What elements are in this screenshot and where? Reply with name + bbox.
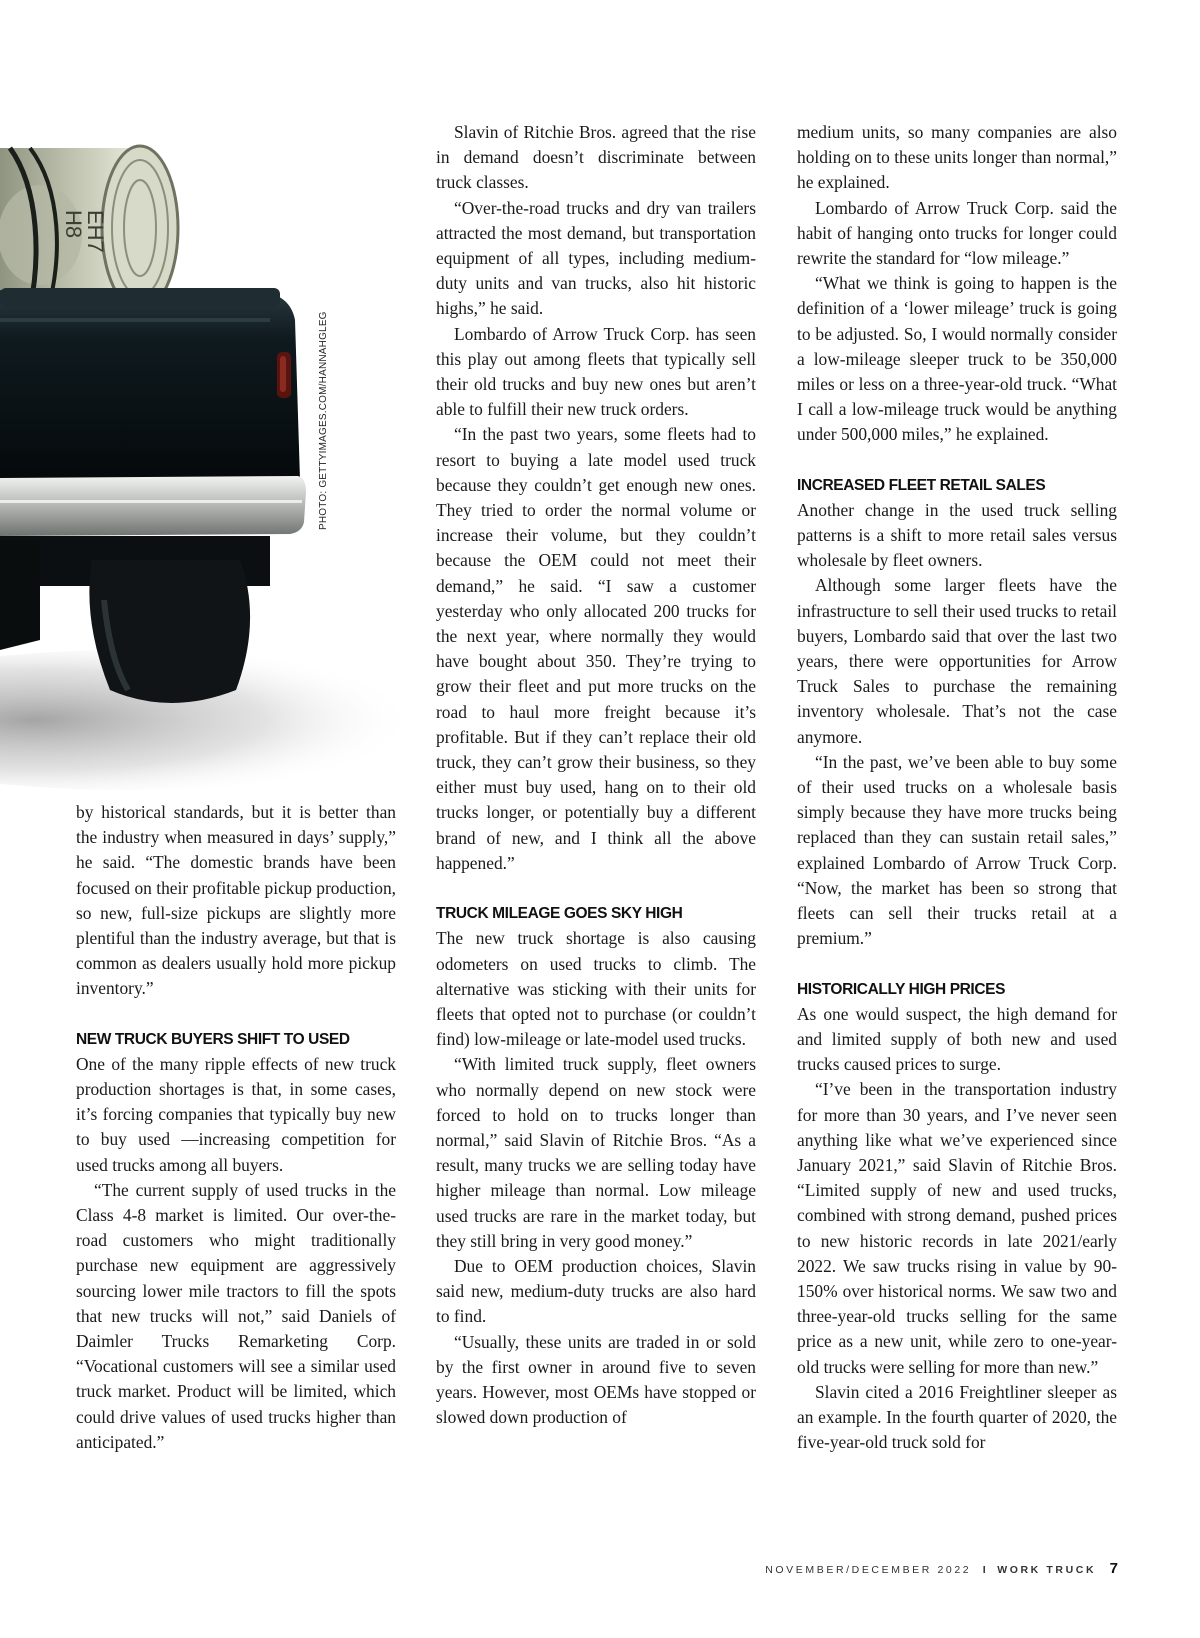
footer-separator: I bbox=[982, 1564, 986, 1576]
article-column-2 bbox=[436, 120, 756, 1430]
svg-text:EH7: EH7 bbox=[83, 210, 108, 253]
col3-paragraph-6: “In the past, we’ve been able to buy some of their used trucks on a wholesale basis simply because they have more trucks being replaced than they can sustain retail sales,” explained Lombardo of Arrow Truck Corp. “Now, the market has been so strong that fleets can sell their trucks retail at a premium.” bbox=[797, 751, 1117, 949]
col3-paragraph-3: “What we think is going to happen is the definition of a ‘lower mileage’ truck is going to be adjusted. So, I would normally consider a low-mileage sleeper truck to be 350,000 miles or less on a three-year-old truck. “What I call a low-mileage truck would be anything under 500,000 miles,” he explained. bbox=[797, 273, 1117, 445]
col1-paragraph-2: One of the many ripple effects of new truck production shortages is that, in some cases, it’s forcing companies that typically buy new to buy used —increasing competition for used trucks among all buyers. bbox=[76, 1053, 396, 1175]
money-roll bbox=[0, 146, 178, 310]
heading-new-truck-buyers: NEW TRUCK BUYERS SHIFT TO USED bbox=[76, 1030, 350, 1048]
col2-paragraph-8: “Usually, these units are traded in or sold by the first owner in around five to seven years. However, most OEMs have stopped or slowed down production of bbox=[436, 1331, 756, 1428]
page-number: 7 bbox=[1109, 1560, 1118, 1577]
heading-truck-mileage: TRUCK MILEAGE GOES SKY HIGH bbox=[436, 905, 683, 923]
truck-illustration bbox=[0, 0, 420, 800]
col2-paragraph-5: The new truck shortage is also causing odometers on used trucks to climb. The alternative was sticking with their units for fleets that opted not to purchase (or couldn’t find) low-mileage or late-model used trucks. bbox=[436, 928, 756, 1050]
col3-paragraph-7: As one would suspect, the high demand for and limited supply of both new and used trucks caused prices to surge. bbox=[797, 1003, 1117, 1075]
col3-paragraph-5: Although some larger fleets have the infrastructure to sell their used trucks to retail buyers, Lombardo said that over the last two years, there were opportunities for Arrow Truck Sales to purchase the remaining inventory wholesale. That’s not the case anymore. bbox=[797, 575, 1117, 747]
col1-paragraph-1: by historical standards, but it is better than the industry when measured in days’ supply,” he said. “The domestic brands have been focused on their profitable pickup production, so new, full-size pickups are slightly more plentiful than the industry average, but that is common as dealers usually hold more pickup inventory.” bbox=[76, 802, 396, 999]
heading-fleet-retail-sales: INCREASED FLEET RETAIL SALES bbox=[797, 476, 1046, 494]
col3-paragraph-9: Slavin cited a 2016 Freightliner sleeper as an example. In the fourth quarter of 2020, the five-year-old truck sold for bbox=[797, 1381, 1117, 1453]
svg-text:H8: H8 bbox=[61, 210, 86, 239]
col1-paragraph-3: “The current supply of used trucks in the Class 4-8 market is limited. Our over-the-road customers who might traditionally purchase new equipment are aggressively sourcing lower mile tractors to fill the spots that new trucks will not,” said Daniels of Daimler Trucks Remarketing Corp. “Vocational customers will see a similar used truck market. Product will be limited, which could drive values of used trucks higher than anticipated.” bbox=[76, 1179, 396, 1452]
col3-paragraph-4: Another change in the used truck selling patterns is a shift to more retail sales versus wholesale by fleet owners. bbox=[797, 499, 1117, 571]
col2-paragraph-3: Lombardo of Arrow Truck Corp. has seen this play out among fleets that typically sell their old trucks and buy new ones but aren’t able to fulfill their new truck orders. bbox=[436, 323, 756, 420]
col3-paragraph-1: medium units, so many companies are also holding on to these units longer than normal,” he explained. bbox=[797, 122, 1117, 193]
col2-paragraph-6: “With limited truck supply, fleet owners who normally depend on new stock were forced to hold on to trucks longer than normal,” said Slavin of Ritchie Bros. “As a result, many trucks we are selling today have higher mileage than normal. Low mileage used trucks are rare in the market today, but they still bring in very good money.” bbox=[436, 1054, 756, 1251]
col2-paragraph-4: “In the past two years, some fleets had to resort to buying a late model used truck because they couldn’t get enough new ones. They tried to order the normal volume or increase their volume, but they couldn’t because the OEM could not meet their demand,” he said. “I saw a customer yesterday who only allocated 200 trucks for the next year, where normally they would have bought about 350. They’re trying to grow their fleet and put more trucks on the road to haul more freight because it’s profitable. But if they can’t replace their old truck, they can’t grow their business, so they either must buy used, hang on to their old trucks longer, or potentially buy a different brand of new, and I think all the above happened.” bbox=[436, 424, 756, 873]
col2-paragraph-7: Due to OEM production choices, Slavin said new, medium-duty trucks are also hard to find. bbox=[436, 1255, 756, 1327]
article-column-3 bbox=[797, 120, 1117, 1455]
page-footer bbox=[765, 1560, 1118, 1577]
issue-date: NOVEMBER/DECEMBER 2022 bbox=[765, 1564, 972, 1576]
truck-photo bbox=[0, 0, 420, 800]
col3-paragraph-8: “I’ve been in the transportation industry for more than 30 years, and I’ve never seen anything like what we’ve experienced since January 2021,” said Slavin of Ritchie Bros. “Limited supply of new and used trucks, combined with strong demand, pushed prices to new historic records in late 2021/early 2022. We saw trucks rising in value by 90-150% over historical norms. We saw two and three-year-old trucks selling for the same price as a new unit, while zero to one-year-old trucks were selling for more than new.” bbox=[797, 1079, 1117, 1377]
heading-historically-high-prices: HISTORICALLY HIGH PRICES bbox=[797, 980, 1006, 998]
photo-credit: PHOTO: GETTYIMAGES.COM/HANNAHGLEG bbox=[318, 311, 329, 530]
truck-body bbox=[0, 288, 306, 703]
col2-paragraph-2: “Over-the-road trucks and dry van trailers attracted the most demand, but transportation equipment of all types, including medium-duty units and van trucks, also hit historic highs,” he said. bbox=[436, 197, 756, 319]
article-column-1 bbox=[76, 800, 396, 1455]
col3-paragraph-2: Lombardo of Arrow Truck Corp. said the habit of hanging onto trucks for longer could rewrite the standard for “low mileage.” bbox=[797, 197, 1117, 269]
magazine-name: WORK TRUCK bbox=[997, 1564, 1097, 1576]
col2-paragraph-1: Slavin of Ritchie Bros. agreed that the rise in demand doesn’t discriminate between truck classes. bbox=[436, 122, 756, 193]
